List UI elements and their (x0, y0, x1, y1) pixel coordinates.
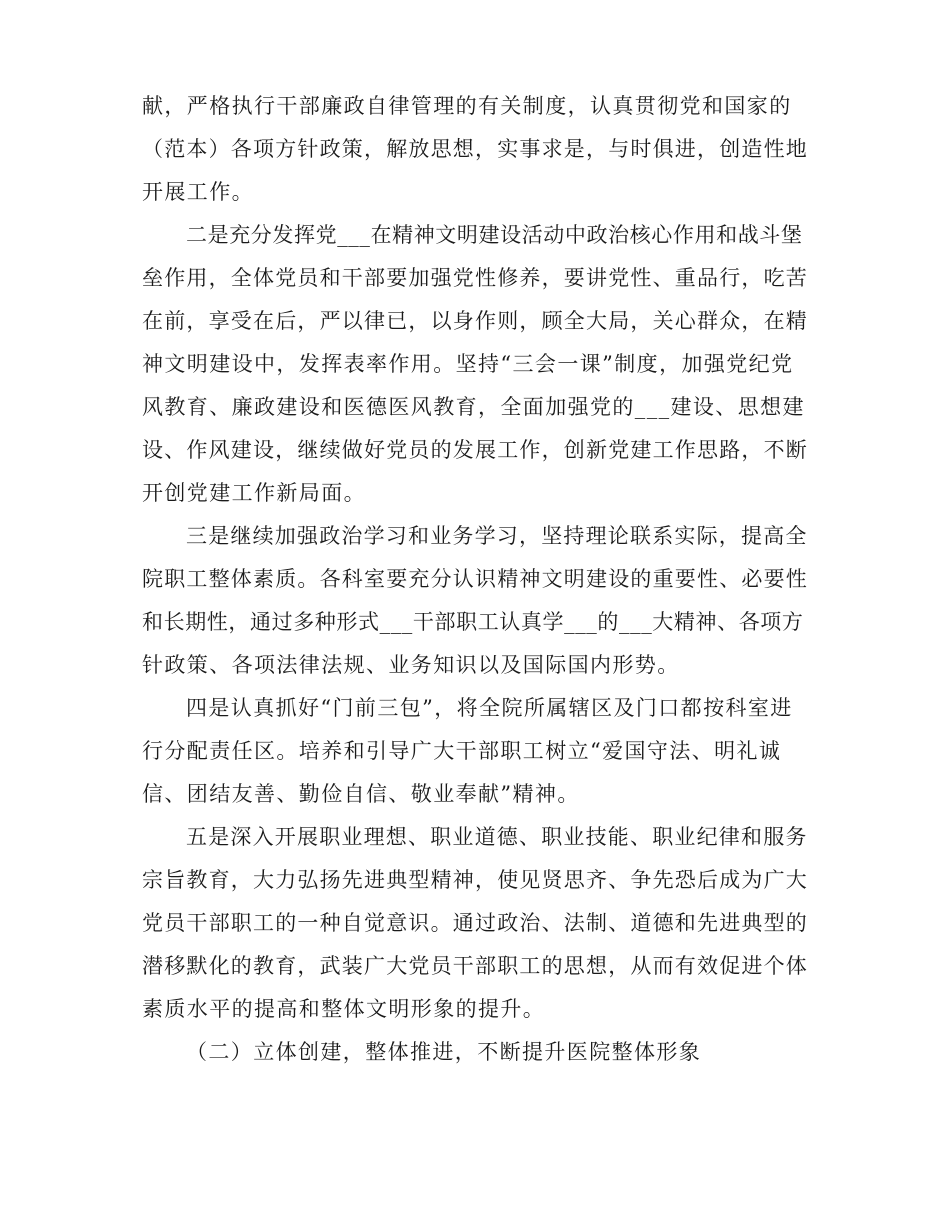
text-line: 开展工作。 (142, 180, 254, 204)
text-line: 行分配责任区。培养和引导广大干部职工树立“爱国守法、明礼诚 (142, 739, 782, 763)
section-heading: （二）立体创建，整体推进，不断提升医院整体形象 (186, 1040, 702, 1064)
text-line: 信、团结友善、勤俭自信、敬业奉献”精神。 (142, 782, 580, 806)
text-line: 设、作风建设，继续做好党员的发展工作，创新党建工作思路，不断 (142, 438, 808, 462)
text-line: 神文明建设中，发挥表率作用。坚持“三会一课”制度，加强党纪党 (142, 352, 794, 376)
text-line: 开创党建工作新局面。 (142, 481, 366, 505)
text-line: 四是认真抓好“门前三包”，将全院所属辖区及门口都按科室进 (186, 696, 793, 720)
text-line: 院职工整体素质。各科室要充分认识精神文明建设的重要性、必要性 (142, 567, 808, 591)
text-line: 三是继续加强政治学习和业务学习，坚持理论联系实际，提高全 (186, 524, 808, 548)
text-line: 素质水平的提高和整体文明形象的提升。 (142, 997, 546, 1021)
text-line: 献，严格执行干部廉政自律管理的有关制度，认真贯彻党和国家的 (142, 94, 792, 118)
text-line: 在前，享受在后，严以律已，以身作则，顾全大局，关心群众，在精 (142, 309, 808, 333)
text-line: 二是充分发挥党___在精神文明建设活动中政治核心作用和战斗堡 (186, 223, 803, 247)
text-line: 垒作用，全体党员和干部要加强党性修养，要讲党性、重品行，吃苦 (142, 266, 808, 290)
text-line: 五是深入开展职业理想、职业道德、职业技能、职业纪律和服务 (186, 825, 808, 849)
text-line: （范本）各项方针政策，解放思想，实事求是，与时俱进，创造性地 (142, 137, 808, 161)
text-line: 针政策、各项法律法规、业务知识以及国际国内形势。 (142, 653, 680, 677)
text-line: 潜移默化的教育，武装广大党员干部职工的思想，从而有效促进个体 (142, 954, 808, 978)
text-line: 和长期性，通过多种形式___干部职工认真学___的___大精神、各项方 (142, 610, 804, 634)
text-line: 风教育、廉政建设和医德医风教育，全面加强党的___建设、思想建 (142, 395, 805, 419)
text-line: 宗旨教育，大力弘扬先进典型精神，使见贤思齐、争先恐后成为广大 (142, 868, 808, 892)
text-line: 党员干部职工的一种自觉意识。通过政治、法制、道德和先进典型的 (142, 911, 808, 935)
